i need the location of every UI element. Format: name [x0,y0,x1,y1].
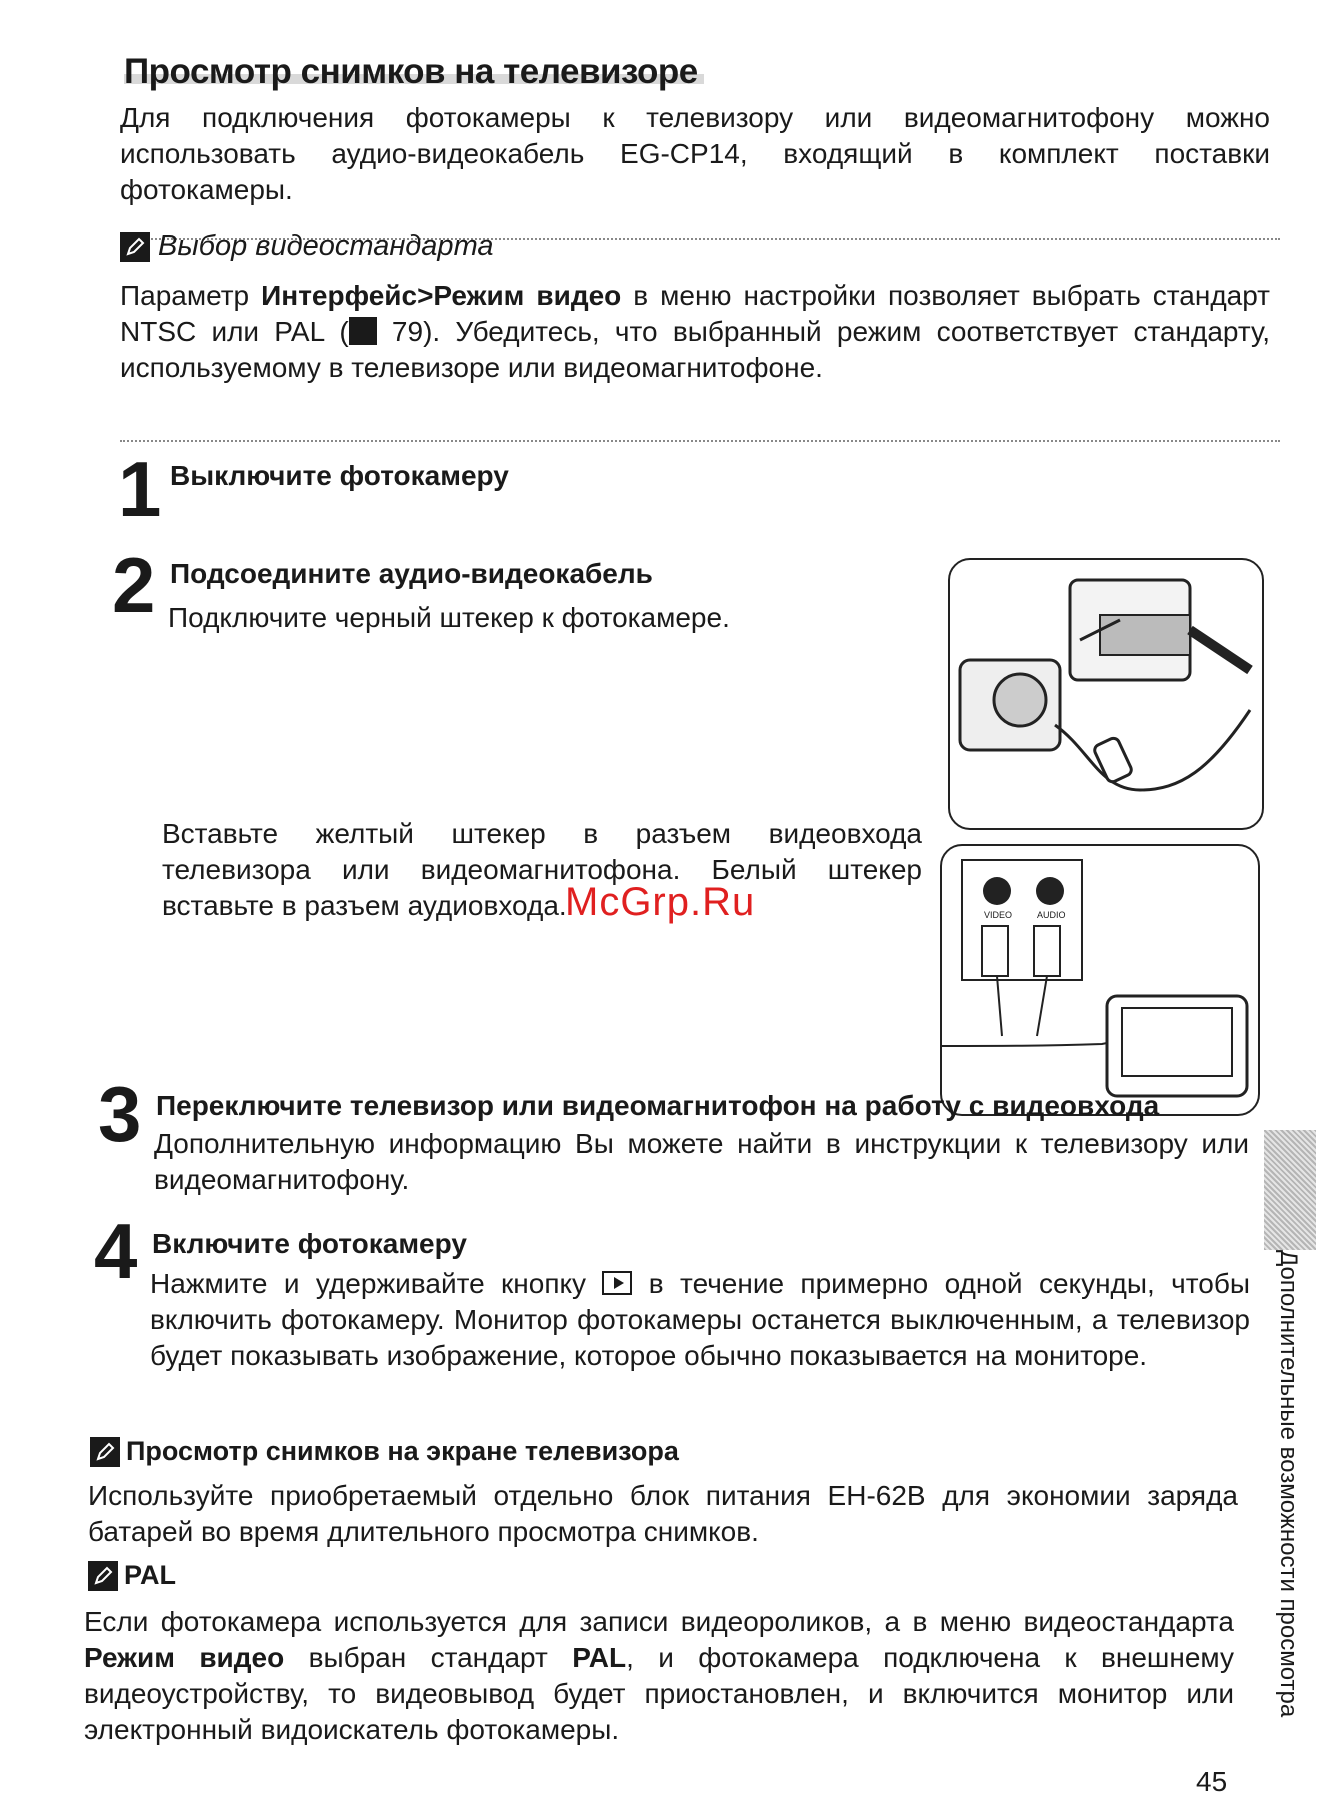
step-number: 1 [118,445,162,533]
page-reference-icon [349,317,377,345]
note-pal-heading: PAL [124,1560,176,1590]
step-number: 2 [112,541,156,629]
tv-connection-illustration [940,844,1260,1116]
pencil-note-icon [120,232,150,262]
audio-jack-label: AUDIO [1037,910,1066,920]
section-tab-marker [1264,1130,1316,1250]
pencil-note-icon [88,1561,118,1591]
step-title: Выключите фотокамеру [170,460,509,491]
step-title: Включите фотокамеру [152,1228,467,1259]
page-title: Просмотр снимков на телевизоре [124,52,704,92]
step-title: Подсоедините аудио-видеокабель [170,558,653,589]
menu-path: Интерфейс>Режим видео [261,280,622,311]
pencil-note-icon [90,1437,120,1467]
step-number: 3 [98,1070,142,1158]
step-title: Переключите телевизор или видеомагнитофон на работу с видеовхода [156,1090,1160,1121]
intro-paragraph: Для подключения фотокамеры к телевизору или видеомагнитофону можно использовать аудио-видеокабель EG-CP14, входящий в комплект поставки фотокамеры. [120,102,1270,205]
section-sidebar-label: Дополнительные возможности просмотра [1275,1250,1302,1718]
camera-illustration-icon [950,560,1262,828]
divider [120,440,1280,442]
page-number: 45 [1196,1766,1228,1797]
video-jack-label: VIDEO [984,910,1013,920]
note-tv-viewing [90,1436,679,1467]
tv-connector-icon [942,846,1258,1114]
watermark: McGrp.Ru [565,880,756,924]
note-pal [88,1560,176,1591]
note-video-standard-text: Параметр Интерфейс>Режим видео в меню настройки позволяет выбрать стандарт NTSC или PAL ( 79). Убедитесь, что выбранный режим соответствует стандарту, используемому в телевизоре или видеомагнитофоне. [120,280,1271,383]
note-pal-text: Если фотокамера используется для записи видеороликов, а в меню видеостандарта Режим видео выбран стандарт PAL, и фотокамера подключена к внешнему видеоустройству, то видеовывод будет приостановлен, и включится монитор или электронный видоискатель фотокамеры. [84,1606,1234,1745]
camera-cable-illustration [948,558,1264,830]
step-text: Подключите черный штекер к фотокамере. [168,602,730,633]
note-video-standard-heading: Выбор видеостандарта [158,230,494,262]
note-tv-viewing-heading: Просмотр снимков на экране телевизора [126,1436,679,1466]
note-video-standard [120,230,494,263]
step-text: Нажмите и удерживайте кнопку в течение примерно одной секунды, чтобы включить фотокамеру. Монитор фотокамеры останется выключенным, а телевизор будет показывать изображение, которое обычно показывается на мониторе. [150,1268,1250,1371]
step-number: 4 [94,1207,138,1295]
playback-button-icon [602,1271,632,1295]
step-text: Дополнительную информацию Вы можете найти в инструкции к телевизору или видеомагнитофону. [154,1128,1249,1195]
note-tv-viewing-text: Используйте приобретаемый отдельно блок питания EH-62B для экономии заряда батарей во время длительного просмотра снимков. [88,1480,1238,1547]
step-text: Вставьте желтый штекер в разъем видеовхода телевизора или видеомагнитофона. Белый штекер вставьте в разъем аудиовхода. [162,818,922,921]
